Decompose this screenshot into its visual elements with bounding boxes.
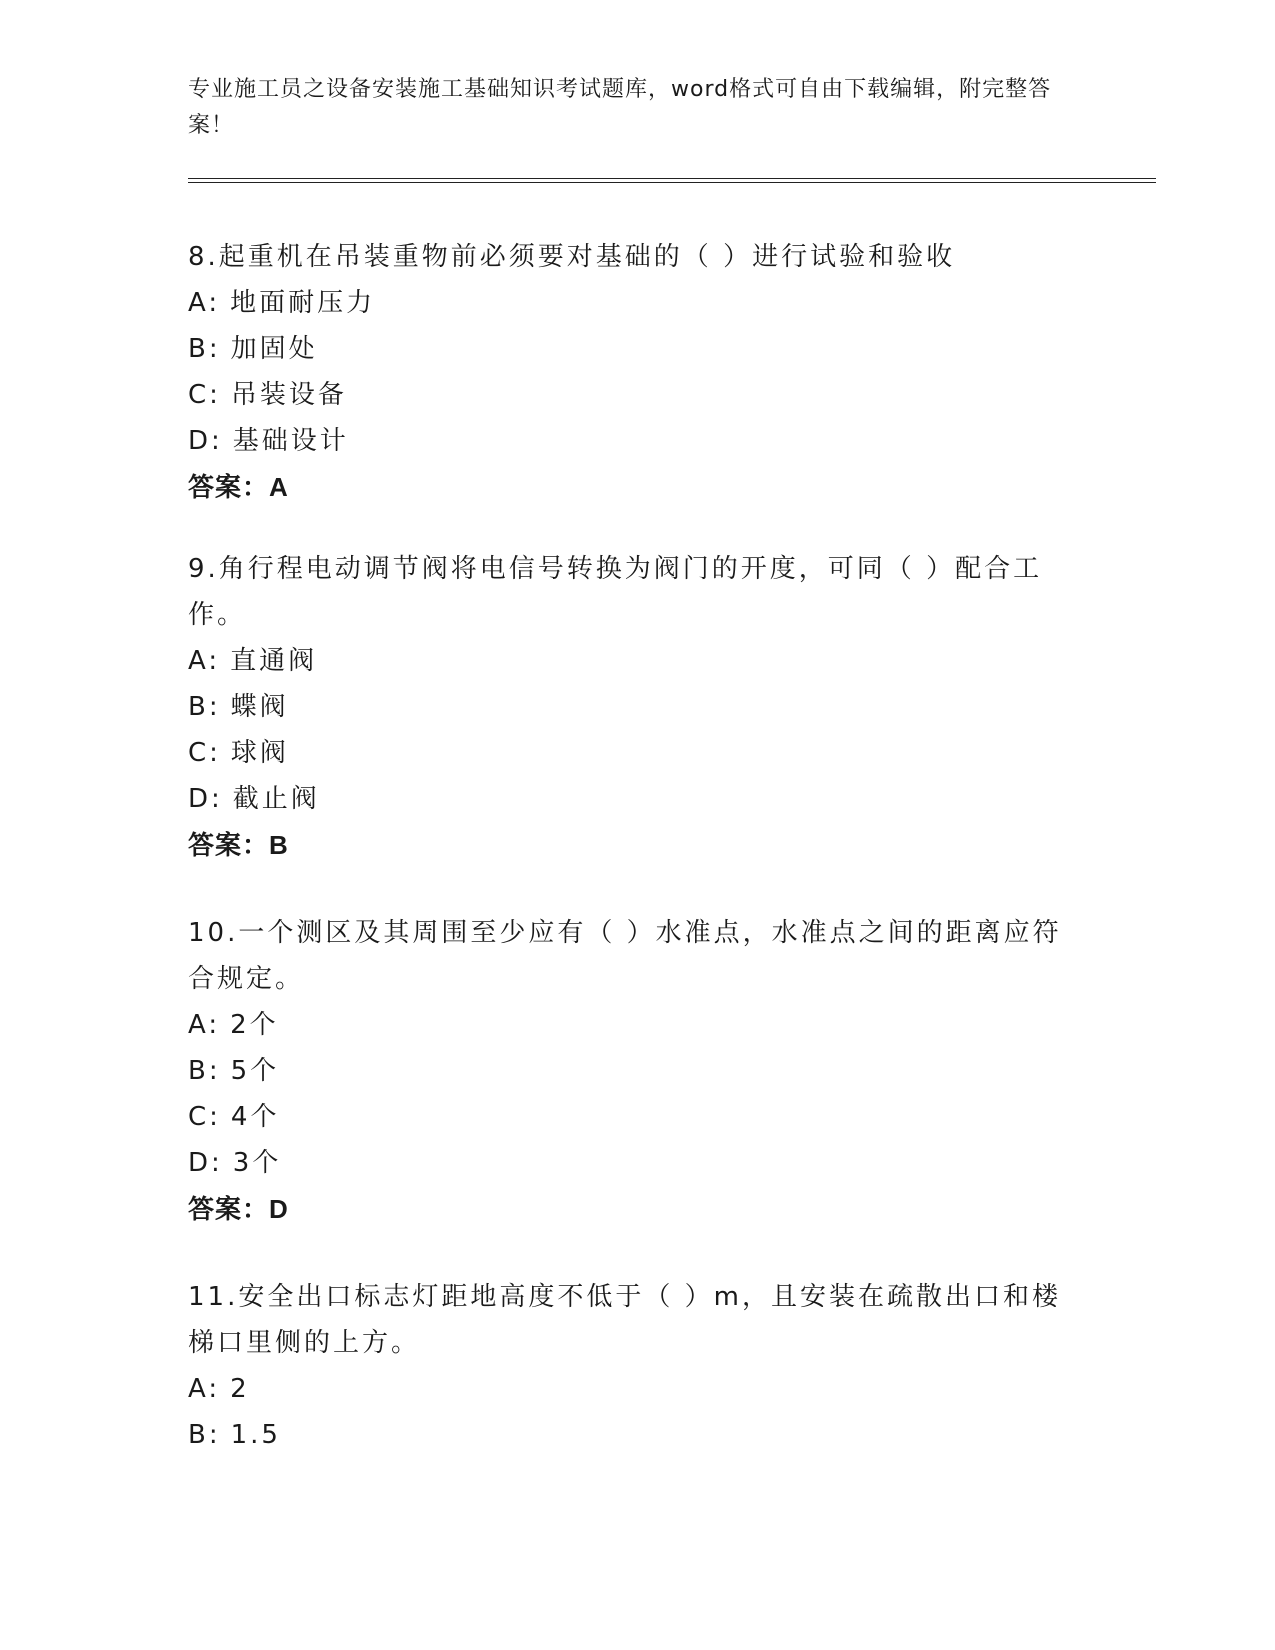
option-text: 4个 [230,1102,280,1132]
option-text: 吊装设备 [230,380,347,410]
option-text: 地面耐压力 [230,288,376,318]
option-b [188,1412,1088,1458]
option-b [188,1048,1088,1094]
option-key: B: [188,1420,221,1450]
option-d [188,1140,1088,1186]
option-text: 2 [230,1374,250,1404]
option-a [188,1002,1088,1048]
option-key: A: [188,1010,221,1040]
option-key: A: [188,1374,221,1404]
answer-label: 答案：D [188,1194,289,1224]
question-10 [188,910,1088,1232]
option-text: 2个 [230,1010,279,1040]
option-text: 加固处 [230,334,318,364]
option-key: C: [188,380,221,410]
option-text: 基础设计 [232,426,349,456]
option-key: D: [188,1148,223,1178]
answer-label: 答案：B [188,830,289,860]
header-divider-bottom [188,182,1156,183]
document-header: 专业施工员之设备安装施工基础知识考试题库，word格式可自由下载编辑，附完整答案！ [188,77,1052,138]
option-text: 直通阀 [230,646,318,676]
question-8 [188,234,1088,510]
option-text: 1.5 [230,1420,281,1450]
option-a [188,280,1088,326]
option-c [188,1094,1088,1140]
answer-label: 答案：A [188,472,289,502]
option-d [188,776,1088,822]
option-c [188,372,1088,418]
option-text: 3个 [232,1148,282,1178]
option-b [188,326,1088,372]
option-key: C: [188,738,221,768]
option-key: C: [188,1102,221,1132]
option-d [188,418,1088,464]
option-text: 5个 [230,1056,280,1086]
option-key: A: [188,288,221,318]
option-c [188,730,1088,776]
question-stem: 11.安全出口标志灯距地高度不低于（ ）m，且安装在疏散出口和楼梯口里侧的上方。 [188,1282,1061,1358]
option-key: D: [188,426,223,456]
option-key: B: [188,334,221,364]
option-key: B: [188,692,221,722]
question-stem: 9.角行程电动调节阀将电信号转换为阀门的开度，可同（ ）配合工作。 [188,554,1043,630]
header-divider-top [188,178,1156,179]
option-b [188,684,1088,730]
option-a [188,638,1088,684]
question-9 [188,546,1088,868]
option-text: 蝶阀 [230,692,289,722]
option-text: 截止阀 [232,784,320,814]
option-key: B: [188,1056,221,1086]
option-key: A: [188,646,221,676]
question-stem: 8.起重机在吊装重物前必须要对基础的（ ）进行试验和验收 [188,242,956,272]
question-stem: 10.一个测区及其周围至少应有（ ）水准点，水准点之间的距离应符合规定。 [188,918,1062,994]
option-key: D: [188,784,223,814]
option-text: 球阀 [230,738,289,768]
question-11 [188,1274,1088,1458]
option-a [188,1366,1088,1412]
